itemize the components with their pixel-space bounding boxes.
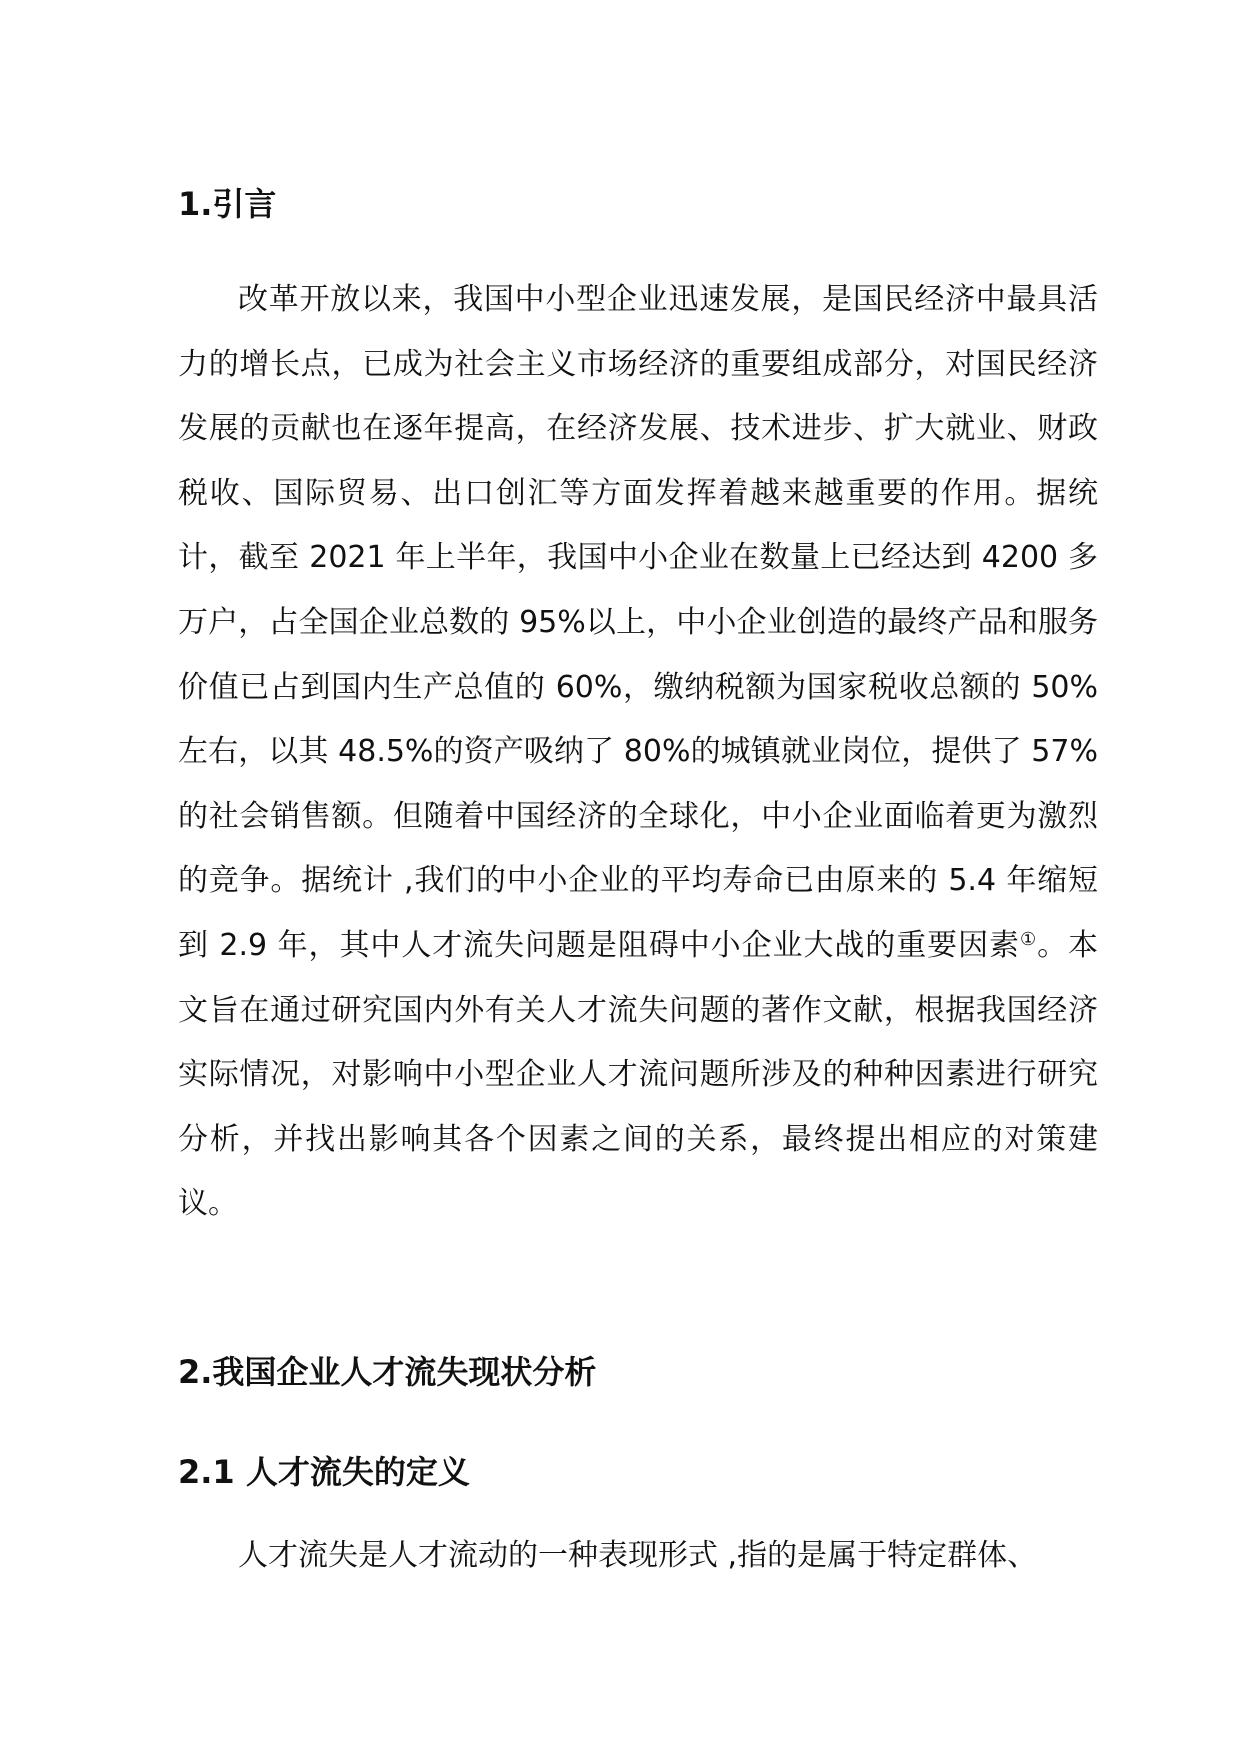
footnote-reference[interactable]: ① [1019, 928, 1038, 950]
subsection-heading-talent-loss-definition: 2.1 人才流失的定义 [178, 1453, 470, 1491]
section-heading-talent-loss-status: 2.我国企业人才流失现状分析 [178, 1353, 597, 1391]
intro-paragraph [178, 268, 1098, 1237]
definition-paragraph: 人才流失是人才流动的一种表现形式 ,指的是属于特定群体、 [238, 1538, 1038, 1573]
intro-paragraph-text: 改革开放以来，我国中小型企业迅速发展，是国民经济中最具活力的增长点，已成为社会主义市场经济的重要组成部分，对国民经济发展的贡献也在逐年提高，在经济发展、技术进步、扩大就业、财政税收、国际贸易、出口创汇等方面发挥着越来越重要的作用。据统计，截至 2021 年上半年，我国中小企业在数量上已经达到 4200 多万户，占全国企业总数的 95%以上，中小企业创造的最终产品和服务价值已占到国内生产总值的 60%，缴纳税额为国家税收总额的 50%左右，以其 48.5%的资产吸纳了 80%的城镇就业岗位，提供了 57%的社会销售额。但随着中国经济的全球化，中小企业面临着更为激烈的竞争。据统计 ,我们的中小企业的平均寿命已由原来的 5.4 年缩短到 2.9 年，其中人才流失问题是阻碍中小企业大战的重要因素 [178, 282, 1098, 963]
intro-paragraph-text-continued: 。本文旨在通过研究国内外有关人才流失问题的著作文献，根据我国经济实际情况，对影响中小型企业人才流问题所涉及的种种因素进行研究分析，并找出影响其各个因素之间的关系，最终提出相应的对策建议。 [178, 927, 1098, 1222]
section-heading-intro: 1.引言 [178, 185, 277, 223]
